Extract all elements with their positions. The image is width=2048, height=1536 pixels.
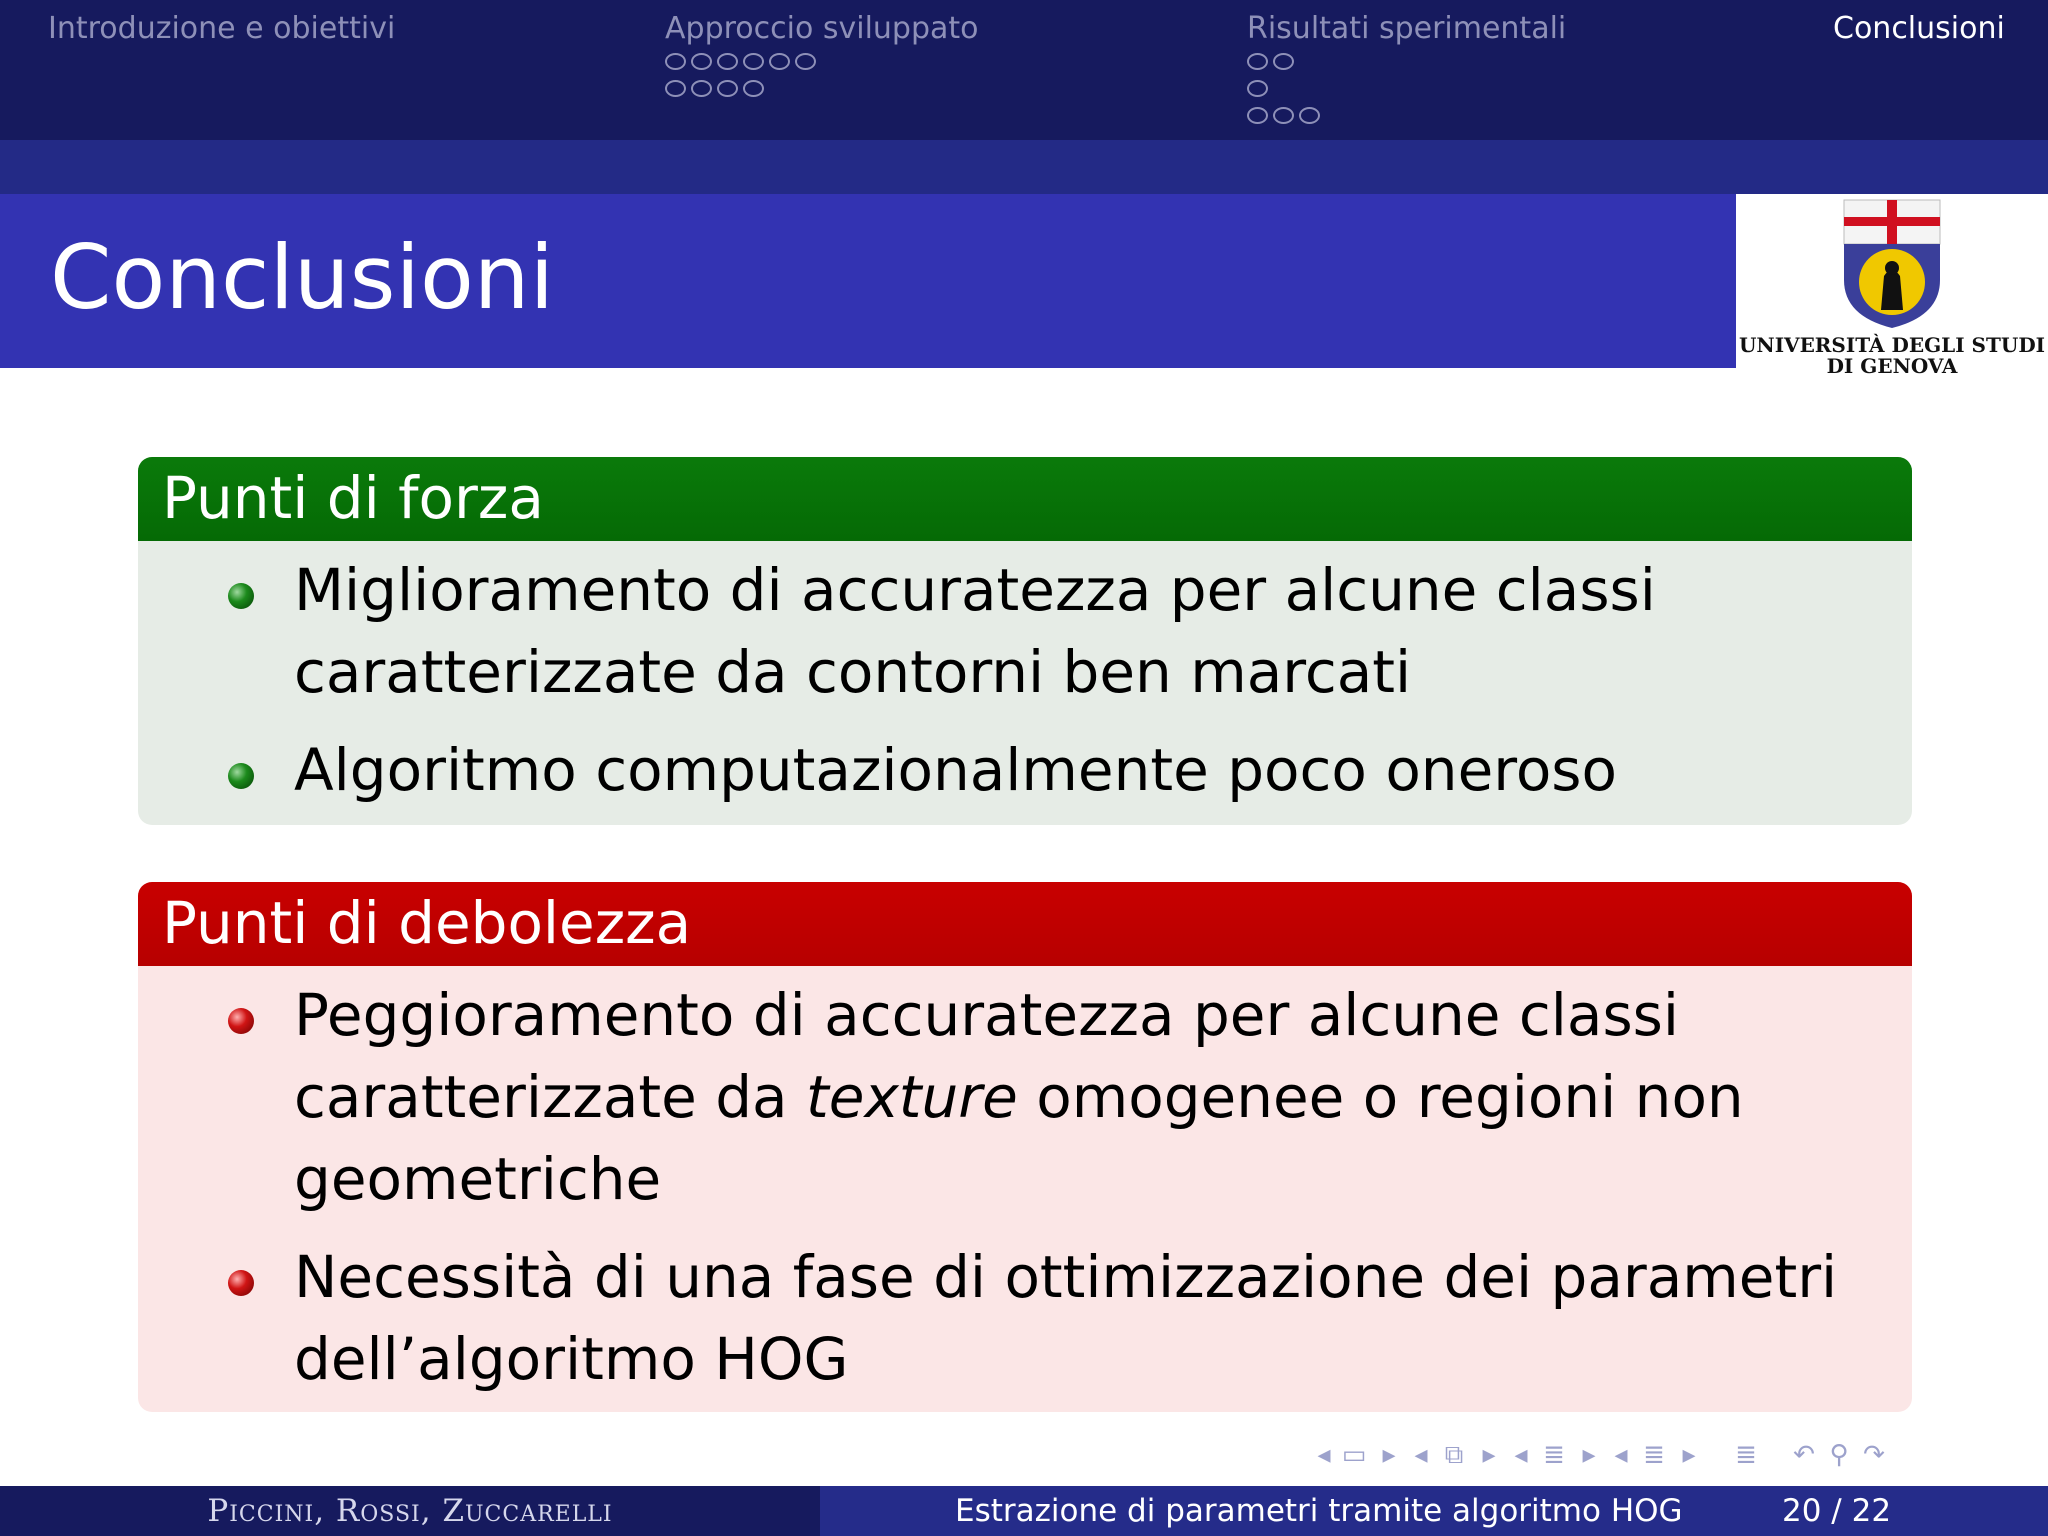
- frame-icon[interactable]: ⧉: [1444, 1439, 1464, 1470]
- list-item: [138, 1236, 1912, 1400]
- section-icon[interactable]: ≣: [1643, 1440, 1665, 1470]
- slide-dot[interactable]: [1247, 53, 1268, 70]
- subsection-dots: [1247, 48, 1566, 75]
- slide-dot[interactable]: [1247, 80, 1268, 97]
- footer-authors: Piccini, Rossi, Zuccarelli: [207, 1493, 613, 1529]
- strengths-block: [138, 457, 1912, 825]
- prev-slide-icon[interactable]: ◂: [1317, 1440, 1331, 1470]
- slide-dot[interactable]: [1273, 107, 1294, 124]
- emphasized-text: texture: [806, 1063, 1018, 1131]
- item-text-line: Algoritmo computazionalmente poco oneroso: [294, 736, 1618, 804]
- list-item: [138, 974, 1912, 1220]
- section-navigation-bar: [0, 0, 2048, 140]
- slide-dot[interactable]: [1299, 107, 1320, 124]
- list-item: [138, 549, 1912, 713]
- block-body: [138, 966, 1912, 1400]
- red-bullet-icon: [228, 1008, 254, 1034]
- next-subsection-icon[interactable]: ▸: [1582, 1440, 1596, 1470]
- text-run: omogenee o regioni non: [1017, 1063, 1744, 1131]
- slide-dot[interactable]: [743, 80, 764, 97]
- university-crest-icon: [1840, 198, 1944, 330]
- prev-section-icon[interactable]: ◂: [1614, 1440, 1628, 1470]
- frame-title-bar: [0, 194, 1736, 368]
- next-section-icon[interactable]: ▸: [1682, 1440, 1696, 1470]
- text-run: caratterizzate da: [294, 1063, 807, 1131]
- weaknesses-block: [138, 882, 1912, 1412]
- logo-text-line: DI GENOVA: [1826, 354, 1958, 378]
- footer-authors-bar: [0, 1486, 820, 1536]
- block-title: Punti di forza: [138, 457, 1912, 541]
- subsection-dots: [665, 75, 979, 102]
- page-title: Conclusioni: [50, 226, 555, 329]
- slide-dot[interactable]: [691, 53, 712, 70]
- slide-dot[interactable]: [717, 53, 738, 70]
- slide-dot[interactable]: [1273, 53, 1294, 70]
- page-number: 20 / 22: [1782, 1493, 1892, 1529]
- prev-subsection-icon[interactable]: ◂: [1514, 1440, 1528, 1470]
- slide-dot[interactable]: [1247, 107, 1268, 124]
- university-logo: [1736, 194, 2048, 384]
- subsection-dots: [1247, 102, 1566, 129]
- slide-dot[interactable]: [691, 80, 712, 97]
- block-title: Punti di debolezza: [138, 882, 1912, 966]
- nav-section-approccio[interactable]: [665, 10, 979, 102]
- footer-title: Estrazione di parametri tramite algoritmo HOG: [955, 1493, 1683, 1529]
- item-text-line: Peggioramento di accuratezza per alcune classi: [294, 981, 1680, 1049]
- footer-title-bar: [820, 1486, 2048, 1536]
- green-bullet-icon: [228, 583, 254, 609]
- nav-strip: [0, 140, 2048, 194]
- beamer-navigation-symbols: [1312, 1438, 2032, 1472]
- nav-section-label: Approccio sviluppato: [665, 11, 979, 46]
- forward-icon[interactable]: ↷: [1863, 1440, 1885, 1470]
- green-bullet-icon: [228, 763, 254, 789]
- item-text-line: caratterizzate da contorni ben marcati: [294, 638, 1412, 706]
- list-item: [138, 729, 1912, 811]
- nav-section-label: Risultati sperimentali: [1247, 11, 1567, 46]
- subsection-icon[interactable]: ≣: [1543, 1440, 1565, 1470]
- nav-section-label: Conclusioni: [1833, 11, 2005, 46]
- nav-section-introduzione[interactable]: [48, 10, 395, 48]
- item-text-line: Necessità di una fase di ottimizzazione dei parametri: [294, 1243, 1838, 1311]
- slide-dot[interactable]: [665, 53, 686, 70]
- logo-text-line: UNIVERSITÀ DEGLI STUDI: [1738, 333, 2046, 357]
- slide-dot[interactable]: [795, 53, 816, 70]
- item-text-line: dell’algoritmo HOG: [294, 1325, 849, 1393]
- back-icon[interactable]: ↶: [1793, 1440, 1815, 1470]
- slide-dot[interactable]: [769, 53, 790, 70]
- slide-dot[interactable]: [743, 53, 764, 70]
- prev-frame-icon[interactable]: ◂: [1414, 1440, 1428, 1470]
- block-body: [138, 541, 1912, 811]
- subsection-dots: [665, 48, 979, 75]
- red-bullet-icon: [228, 1270, 254, 1296]
- document-icon[interactable]: ≣: [1735, 1440, 1757, 1470]
- nav-section-label: Introduzione e obiettivi: [48, 11, 396, 46]
- nav-section-conclusioni[interactable]: [1833, 10, 2005, 48]
- item-text-line: Miglioramento di accuratezza per alcune classi: [294, 556, 1656, 624]
- next-frame-icon[interactable]: ▸: [1482, 1440, 1496, 1470]
- nav-section-risultati[interactable]: [1247, 10, 1566, 129]
- subsection-dots: [1247, 75, 1566, 102]
- search-icon[interactable]: ⚲: [1829, 1440, 1849, 1470]
- next-slide-icon[interactable]: ▸: [1382, 1440, 1396, 1470]
- slide-dot[interactable]: [665, 80, 686, 97]
- slide-dot[interactable]: [717, 80, 738, 97]
- item-text-line: geometriche: [294, 1145, 662, 1213]
- item-text-line: [294, 1056, 1912, 1138]
- slide-icon[interactable]: ▭: [1341, 1440, 1367, 1470]
